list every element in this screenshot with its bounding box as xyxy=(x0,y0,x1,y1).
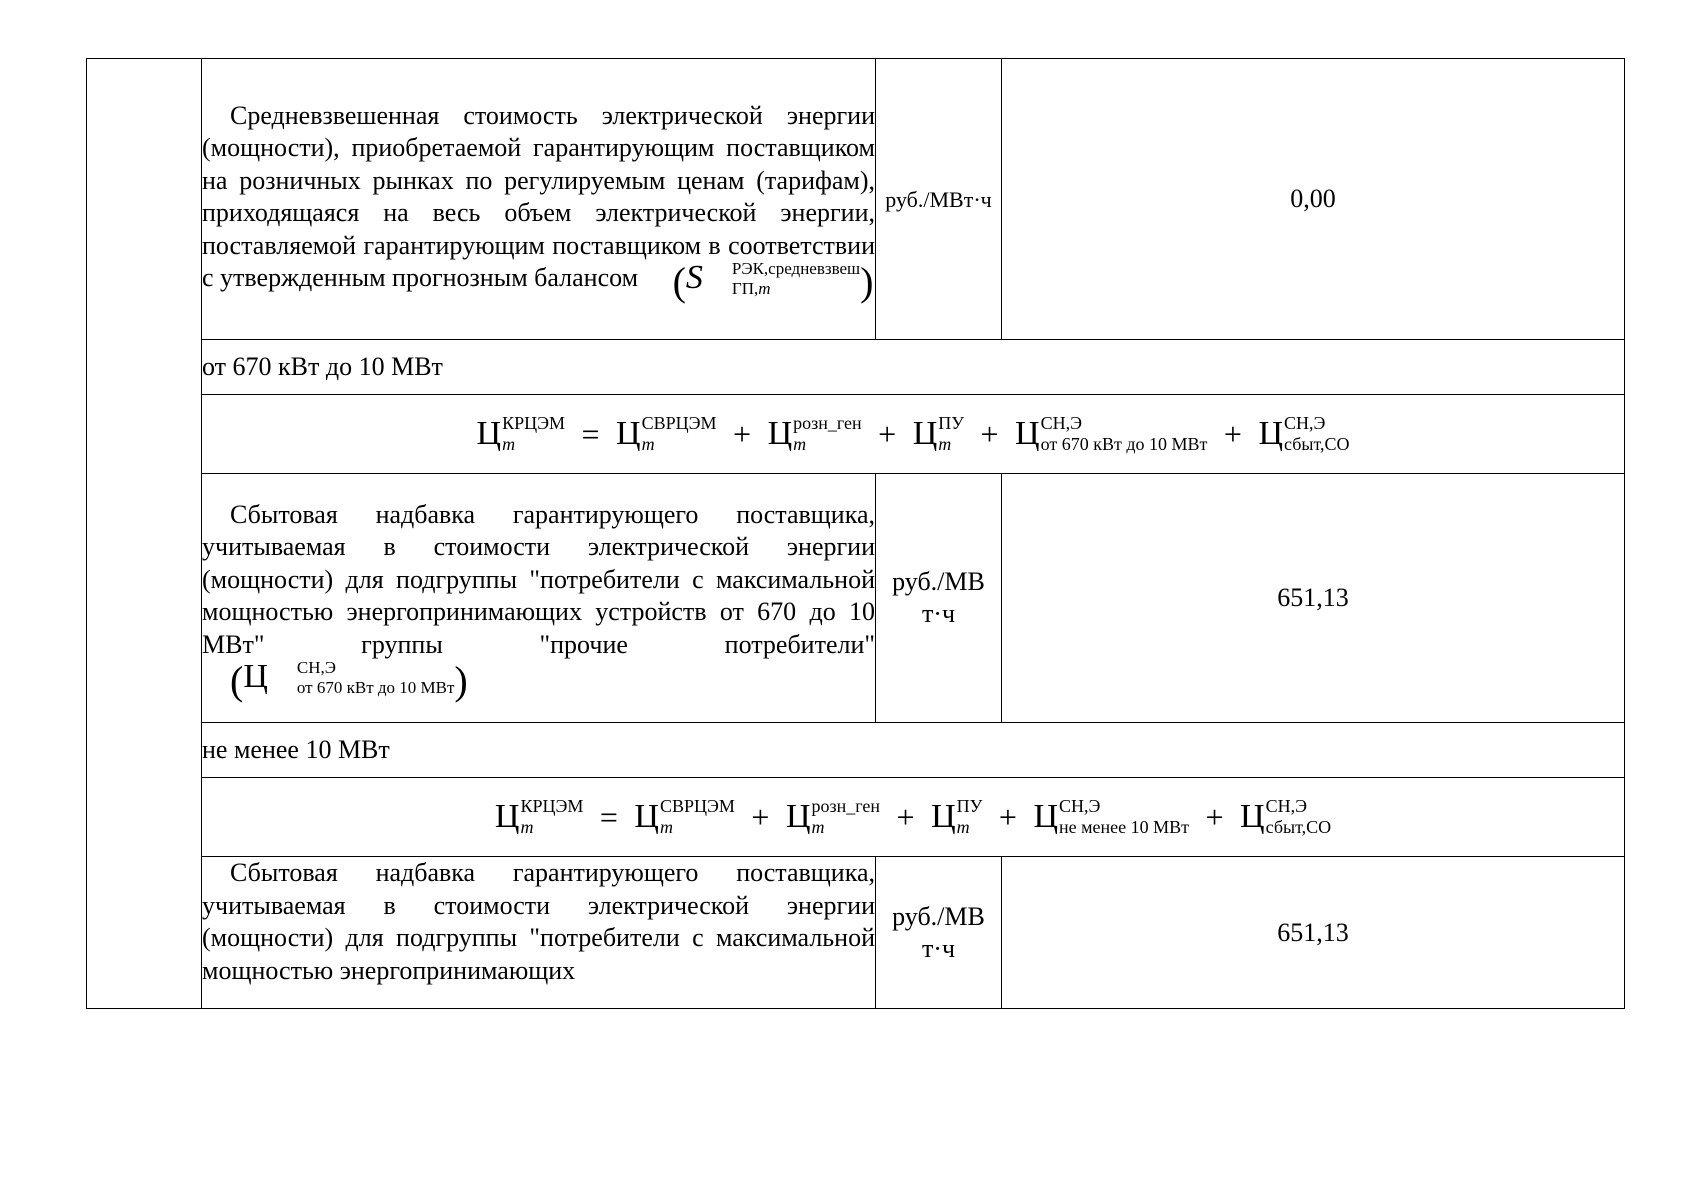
range-670-10-label: от 670 кВт до 10 МВт xyxy=(202,340,1625,395)
formula-lhs: Ц КРЦЭМ m xyxy=(494,795,584,837)
weighted-cost-unit: руб./МВт·ч xyxy=(876,59,1002,340)
formula-term: Ц СВРЦЭМ m xyxy=(616,412,717,454)
markup-10-plus-unit: руб./МВ т·ч xyxy=(876,857,1002,1009)
markup-670-10-symbol: (Ц СН,Э от 670 кВт до 10 МВт ) xyxy=(230,657,468,703)
formula-term: Ц ПУ m xyxy=(931,795,983,837)
tariff-table xyxy=(86,58,1625,1009)
markup-670-10-description-cell xyxy=(202,474,876,723)
formula-term: Ц СН,Э не менее 10 МВт xyxy=(1033,795,1189,837)
range-10-plus-label: не менее 10 МВт xyxy=(202,723,1625,778)
weighted-cost-description: Средневзвешенная стоимость электрической энергии (мощности), приобретаемой гарантирующим поставщиком на розничных рынках по регулируемым ценам (тарифам), приходящаяся на весь объем электрической энергии, поставляемой гарантирующим поставщиком в соответствии с утвержденным прогнозным балансом xyxy=(202,100,875,293)
markup-10-plus-description-cell xyxy=(202,857,876,1009)
formula-lhs: Ц КРЦЭМ m xyxy=(476,412,565,454)
weighted-cost-description-cell xyxy=(202,59,876,340)
formula-670-10: Ц КРЦЭМ m = Ц СВРЦЭМ m + Ц розн_ген m + Ц ПУ m + Ц СН,Э от 670 кВт до 10 МВт + Ц СН,Э сбыт,СО xyxy=(202,395,1625,474)
table-row-weighted-cost xyxy=(87,59,1625,340)
formula-term: Ц розн_ген m xyxy=(767,412,862,454)
table-row-formula-10-plus xyxy=(87,778,1625,857)
markup-670-10-unit: руб./МВ т·ч xyxy=(876,474,1002,723)
table-row-markup-10-plus xyxy=(87,857,1625,1009)
formula-term: Ц СН,Э сбыт,СО xyxy=(1240,795,1332,837)
table-row-range-10-plus xyxy=(87,723,1625,778)
formula-term: Ц СВРЦЭМ m xyxy=(634,795,735,837)
formula-term: Ц СН,Э сбыт,СО xyxy=(1258,412,1350,454)
markup-10-plus-value: 651,13 xyxy=(1002,857,1625,1009)
table-row-formula-670-10 xyxy=(87,395,1625,474)
weighted-cost-symbol: (S РЭК,средневзвеш ГП,m ) xyxy=(672,258,874,304)
weighted-cost-value: 0,00 xyxy=(1002,59,1625,340)
table-row-range-670-10 xyxy=(87,340,1625,395)
markup-670-10-value: 651,13 xyxy=(1002,474,1625,723)
formula-term: Ц розн_ген m xyxy=(785,795,881,837)
markup-10-plus-description: Сбытовая надбавка гарантирующего поставщика, учитываемая в стоимости электрической энергии (мощности) для подгруппы "потребители с максимальной мощностью энергопринимающих xyxy=(202,858,875,985)
formula-term: Ц ПУ m xyxy=(912,412,964,454)
formula-10-plus: Ц КРЦЭМ m = Ц СВРЦЭМ m + Ц розн_ген m + Ц ПУ m + Ц СН,Э не менее 10 МВт + Ц СН,Э сбыт,СО xyxy=(202,778,1625,857)
formula-term: Ц СН,Э от 670 кВт до 10 МВт xyxy=(1015,412,1208,454)
table-row-markup-670-10 xyxy=(87,474,1625,723)
markup-670-10-description: Сбытовая надбавка гарантирующего поставщика, учитываемая в стоимости электрической энергии (мощности) для подгруппы "потребители с максимальной мощностью энергопринимающих устройств от 670 до 10 МВт" группы "прочие потребители" xyxy=(202,499,875,659)
index-column-cell xyxy=(87,59,202,1009)
